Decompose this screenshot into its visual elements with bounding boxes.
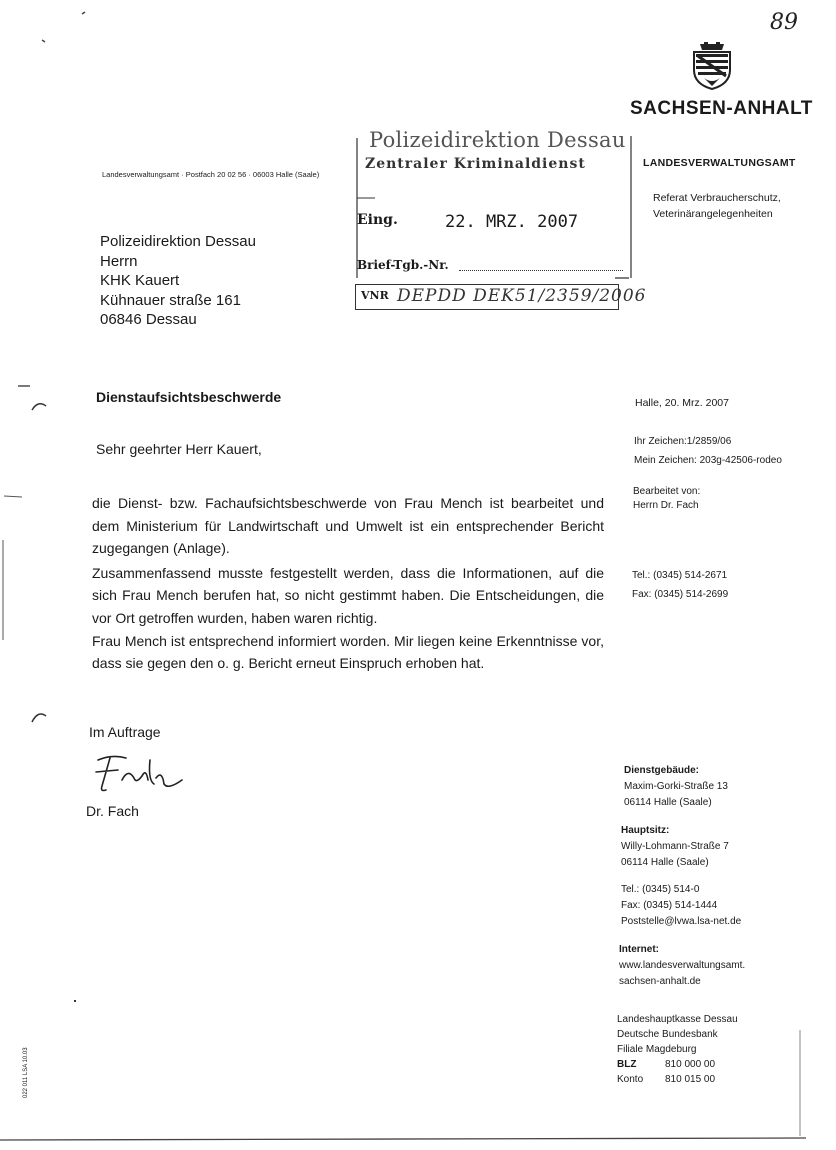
department-name: LANDESVERWALTUNGSAMT	[643, 157, 796, 169]
recipient-line: 06846 Dessau	[100, 311, 197, 329]
stamp-brief-label: Brief-Tgb.-Nr.	[357, 258, 449, 272]
handled-by-label: Bearbeitet von:	[633, 486, 701, 497]
hq-label: Hauptsitz:	[621, 825, 670, 836]
hq-line: Willy-Lohmann-Straße 7	[621, 841, 729, 852]
letter-closing: Im Auftrage	[89, 724, 161, 740]
recipient-line: KHK Kauert	[100, 272, 180, 290]
stamp-title: Polizeidirektion Dessau	[369, 128, 626, 152]
blz-label: BLZ	[617, 1059, 637, 1070]
handler-phone: Tel.: (0345) 514-2671	[632, 570, 728, 581]
recipient-line: Kühnauer straße 161	[100, 291, 241, 309]
return-address: Landesverwaltungsamt · Postfach 20 02 56 · 06003 Halle (Saale)	[102, 170, 320, 179]
bank-line: Deutsche Bundesbank	[617, 1029, 718, 1040]
letter-subject: Dienstaufsichtsbeschwerde	[96, 389, 282, 405]
signature-text: Fach	[92, 750, 95, 751]
state-name: SACHSEN-ANHALT	[630, 98, 813, 119]
city-date: Halle, 20. Mrz. 2007	[635, 397, 729, 409]
stamp-received-date: 22. MRZ. 2007	[445, 212, 579, 232]
letter-paragraph: Frau Mench ist entsprechend informiert worden. Mir liegen keine Erkenntnisse vor, dass sie gegen den o. g. Bericht erneut Einspruch erhoben hat.	[92, 632, 604, 672]
office-line: Maxim-Gorki-Straße 13	[624, 781, 728, 792]
internet-line: sachsen-anhalt.de	[619, 976, 701, 987]
letter-salutation: Sehr geehrter Herr Kauert,	[96, 441, 262, 457]
signer-name: Dr. Fach	[86, 803, 139, 819]
letter-paragraph: Zusammenfassend musste festgestellt werden, dass die Informationen, auf die sich Frau Mench berufen hat, so nicht gestimmt haben. Die Entscheidungen, die vor Ort getroffen wurden, haben waren richtig.	[92, 564, 604, 626]
your-reference: Ihr Zeichen:1/2859/06	[634, 436, 732, 447]
general-fax: Fax: (0345) 514-1444	[621, 900, 718, 911]
stamp-received-label: Eing.	[357, 212, 398, 228]
internet-label: Internet:	[619, 944, 659, 955]
page-number-handwritten: 89	[770, 10, 798, 35]
blz-value: 810 000 00	[665, 1059, 716, 1070]
bank-line: Landeshauptkasse Dessau	[617, 1014, 738, 1025]
stamp-vnr-label: VNR	[361, 289, 389, 302]
form-code: 022 011 LSA 10.03	[23, 1047, 29, 1098]
recipient-line: Herrn	[100, 252, 138, 270]
handled-by-name: Herrn Dr. Fach	[633, 500, 699, 511]
general-email: Poststelle@lvwa.lsa-net.de	[621, 916, 742, 927]
department-sub-line: Veterinärangelegenheiten	[653, 208, 773, 220]
office-line: 06114 Halle (Saale)	[624, 797, 712, 808]
internet-line: www.landesverwaltungsamt.	[619, 960, 746, 971]
bank-line: Filiale Magdeburg	[617, 1044, 697, 1055]
konto-value: 810 015 00	[665, 1074, 716, 1085]
recipient-line: Polizeidirektion Dessau	[100, 233, 256, 250]
letter-paragraph: die Dienst- bzw. Fachaufsichtsbeschwerde von Frau Mench ist bearbeitet und dem Ministerium für Landwirtschaft und Umwelt ist ein entsprechender Bericht zugegangen (Anlage).	[92, 495, 604, 557]
hq-line: 06114 Halle (Saale)	[621, 857, 709, 868]
department-sub-line: Referat Verbraucherschutz,	[653, 192, 781, 204]
konto-label: Konto	[617, 1074, 644, 1085]
stamp-vnr-value: DEPDD DEK51/2359/2006	[397, 286, 647, 306]
office-label: Dienstgebäude:	[624, 765, 700, 776]
stamp-subtitle: Zentraler Kriminaldienst	[365, 156, 586, 172]
my-reference: Mein Zeichen: 203g-42506-rodeo	[634, 455, 782, 466]
general-phone: Tel.: (0345) 514-0	[621, 884, 700, 895]
handler-fax: Fax: (0345) 514-2699	[632, 589, 729, 600]
